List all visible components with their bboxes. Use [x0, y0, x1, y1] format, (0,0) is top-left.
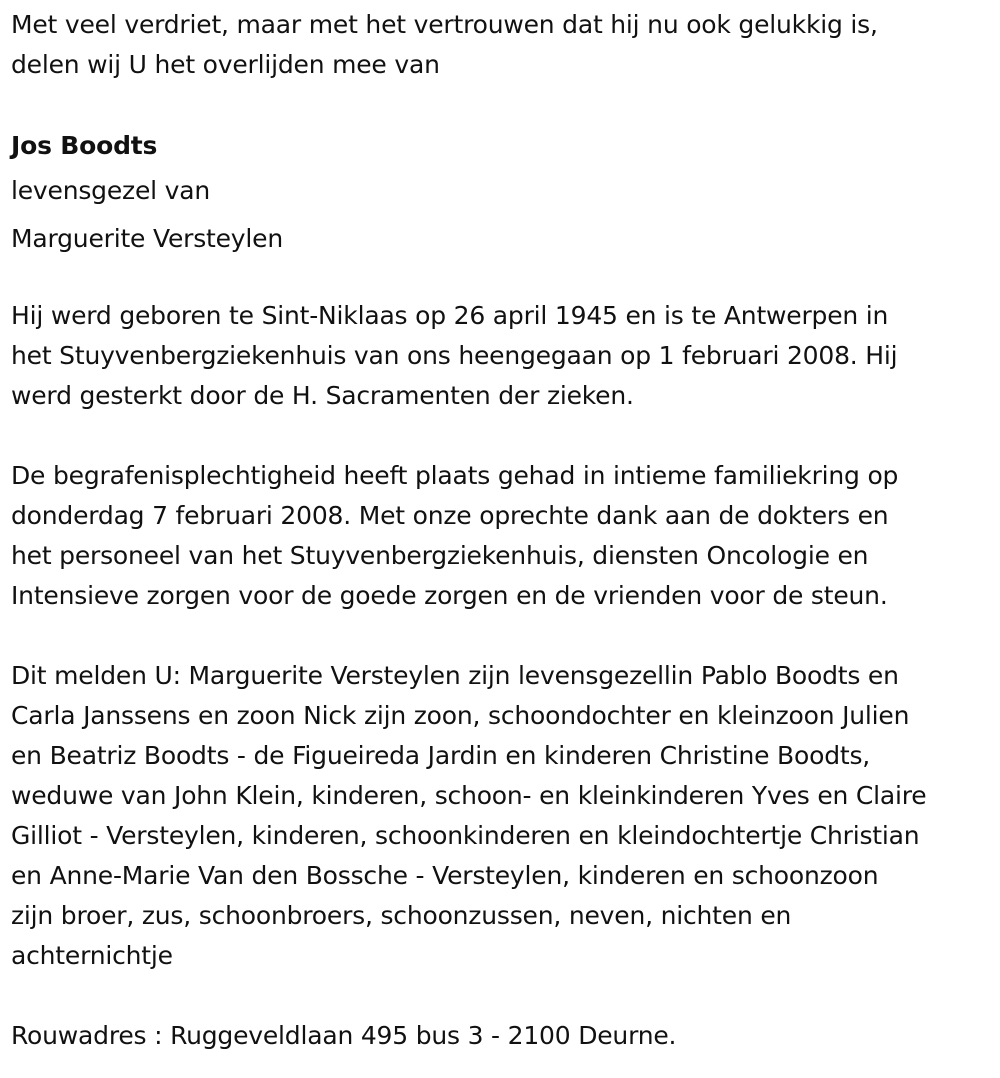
paragraph-line: werd gesterkt door de H. Sacramenten der zieken.: [11, 381, 634, 410]
family-paragraph: [11, 656, 1000, 976]
paragraph-line: Hij werd geboren te Sint-Niklaas op 26 april 1945 en is te Antwerpen in: [11, 301, 889, 330]
birth-death-paragraph: [11, 296, 1000, 416]
intro-line: Met veel verdriet, maar met het vertrouwen dat hij nu ook gelukkig is,: [11, 10, 878, 39]
paragraph-line: Carla Janssens en zoon Nick zijn zoon, schoondochter en kleinzoon Julien: [11, 701, 910, 730]
paragraph-line: donderdag 7 februari 2008. Met onze oprechte dank aan de dokters en: [11, 501, 889, 530]
paragraph-line: weduwe van John Klein, kinderen, schoon- en kleinkinderen Yves en Claire: [11, 781, 927, 810]
paragraph-line: het personeel van het Stuyvenbergziekenhuis, diensten Oncologie en: [11, 541, 869, 570]
paragraph-line: en Anne-Marie Van den Bossche - Versteylen, kinderen en schoonzoon: [11, 861, 879, 890]
paragraph-line: het Stuyvenbergziekenhuis van ons heengegaan op 1 februari 2008. Hij: [11, 341, 898, 370]
intro-line: delen wij U het overlijden mee van: [11, 50, 440, 79]
paragraph-line: Dit melden U: Marguerite Versteylen zijn levensgezellin Pablo Boodts en: [11, 661, 899, 690]
address-paragraph: [11, 1016, 1000, 1056]
mourning-address: Rouwadres : Ruggeveldlaan 495 bus 3 - 2100 Deurne.: [11, 1021, 677, 1050]
paragraph-line: De begrafenisplechtigheid heeft plaats gehad in intieme familiekring op: [11, 461, 899, 490]
funeral-paragraph: [11, 456, 1000, 616]
deceased-block: [11, 125, 1000, 263]
deceased-name: Jos Boodts: [11, 131, 158, 160]
paragraph-line: Gilliot - Versteylen, kinderen, schoonkinderen en kleindochtertje Christian: [11, 821, 920, 850]
intro-paragraph: [11, 5, 1000, 85]
deceased-partner: Marguerite Versteylen: [11, 224, 283, 253]
paragraph-line: achternichtje: [11, 941, 173, 970]
paragraph-line: Intensieve zorgen voor de goede zorgen en de vrienden voor de steun.: [11, 581, 888, 610]
paragraph-line: zijn broer, zus, schoonbroers, schoonzussen, neven, nichten en: [11, 901, 792, 930]
deceased-relation: levensgezel van: [11, 176, 210, 205]
paragraph-line: en Beatriz Boodts - de Figueireda Jardin en kinderen Christine Boodts,: [11, 741, 871, 770]
